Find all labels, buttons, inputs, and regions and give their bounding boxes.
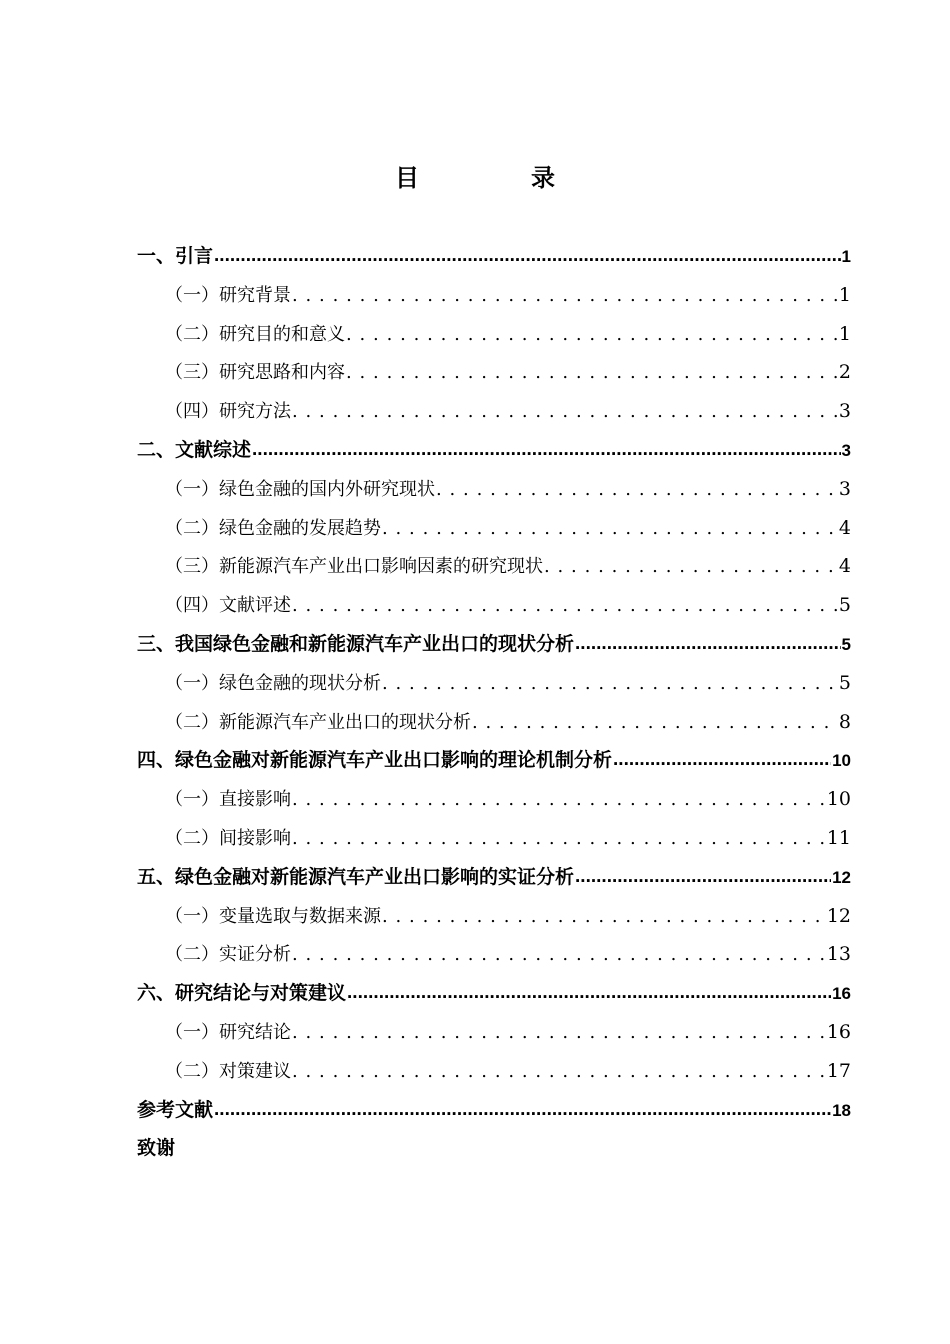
toc-dot-leader — [575, 625, 841, 664]
toc-chapter-entry[interactable] — [137, 974, 851, 1013]
toc-entry-label: （二）实证分析 — [165, 944, 291, 966]
toc-page-number: 13 — [826, 943, 851, 966]
toc-chapter-entry[interactable] — [137, 741, 851, 780]
toc-entry-label: 二、文献综述 — [137, 438, 252, 461]
toc-section-entry[interactable] — [137, 1052, 851, 1091]
toc-section-entry[interactable] — [137, 703, 851, 742]
toc-page-number: 12 — [832, 867, 851, 887]
toc-dot-leader — [346, 316, 838, 355]
toc-dot-leader — [292, 393, 838, 432]
toc-dot-leader — [347, 974, 831, 1013]
toc-entry-label: （一）研究结论 — [165, 1021, 291, 1043]
toc-section-entry[interactable] — [137, 819, 851, 858]
toc-dot-leader — [292, 1053, 826, 1092]
toc-dot-leader — [292, 1014, 826, 1053]
toc-entry-label: 一、引言 — [137, 245, 214, 267]
toc-dot-leader — [214, 237, 841, 276]
toc-page-number: 10 — [832, 751, 851, 771]
toc-dot-leader — [472, 704, 838, 743]
toc-chapter-entry[interactable] — [137, 237, 851, 276]
toc-page-number: 16 — [826, 1020, 851, 1043]
toc-entry-label: （一）绿色金融的现状分析 — [165, 672, 381, 694]
toc-dot-leader — [575, 858, 831, 897]
toc-entry-label: （二）研究目的和意义 — [165, 323, 345, 345]
toc-page-number: 4 — [838, 555, 851, 578]
toc-entry-label: 参考文献 — [137, 1098, 214, 1121]
toc-entry-label: （二）绿色金融的发展趋势 — [165, 517, 381, 539]
toc-entry-label: （一）变量选取与数据来源 — [165, 905, 381, 927]
toc-page-number: 16 — [832, 984, 851, 1004]
toc-entry-label: 六、研究结论与对策建议 — [137, 982, 347, 1005]
toc-entry-label: 三、我国绿色金融和新能源汽车产业出口的现状分析 — [137, 632, 575, 655]
toc-dot-leader — [292, 781, 826, 820]
toc-chapter-entry[interactable] — [137, 858, 851, 897]
toc-page-number: 4 — [838, 516, 851, 539]
page-title: 目 录 — [395, 164, 599, 192]
toc-chapter-entry[interactable] — [137, 431, 851, 470]
toc-dot-leader — [292, 820, 826, 859]
toc-dot-leader — [613, 741, 831, 780]
toc-entry-label: （三）研究思路和内容 — [165, 362, 345, 384]
toc-entry-label: （一）研究背景 — [165, 284, 291, 306]
toc-section-entry[interactable] — [137, 276, 851, 315]
toc-dot-leader — [292, 936, 826, 975]
toc-page-number: 2 — [838, 361, 851, 384]
toc-entry-label: （一）绿色金融的国内外研究现状 — [165, 478, 435, 500]
toc-page-number: 17 — [826, 1059, 851, 1082]
toc-section-entry[interactable] — [137, 935, 851, 974]
toc-section-entry[interactable] — [137, 470, 851, 509]
toc-page-number: 1 — [841, 247, 851, 266]
toc-section-entry[interactable] — [137, 392, 851, 431]
toc-section-entry[interactable] — [137, 780, 851, 819]
toc-page-number: 18 — [832, 1100, 851, 1120]
toc-dot-leader — [214, 1091, 831, 1130]
toc-chapter-entry[interactable] — [137, 625, 851, 664]
toc-entry-label: （四）文献评述 — [165, 595, 291, 617]
toc-page-number: 10 — [826, 788, 851, 811]
toc-section-entry[interactable] — [137, 897, 851, 936]
toc-dot-leader — [544, 548, 838, 587]
toc-dot-leader — [292, 277, 838, 316]
toc-dot-leader — [382, 898, 826, 937]
toc-entry-label: （二）对策建议 — [165, 1060, 291, 1082]
toc-section-entry[interactable] — [137, 353, 851, 392]
toc-page-number: 3 — [838, 400, 851, 423]
toc-section-entry[interactable] — [137, 664, 851, 703]
table-of-contents — [137, 237, 851, 1168]
toc-page-number: 12 — [826, 904, 851, 927]
toc-dot-leader — [252, 431, 841, 470]
toc-entry-label: （二）间接影响 — [165, 827, 291, 849]
toc-entry-label: （二）新能源汽车产业出口的现状分析 — [165, 711, 471, 733]
toc-page-number: 5 — [838, 594, 851, 617]
toc-section-entry[interactable] — [137, 315, 851, 354]
toc-dot-leader — [346, 354, 838, 393]
toc-section-entry[interactable] — [137, 586, 851, 625]
toc-dot-leader — [382, 510, 838, 549]
toc-page-number: 3 — [838, 477, 851, 500]
toc-page-number: 5 — [841, 634, 851, 654]
toc-section-entry[interactable] — [137, 509, 851, 548]
toc-chapter-entry[interactable] — [137, 1129, 851, 1168]
toc-section-entry[interactable] — [137, 1013, 851, 1052]
toc-entry-label: 致谢 — [137, 1137, 176, 1160]
toc-page-number: 3 — [841, 440, 851, 460]
toc-entry-label: 四、绿色金融对新能源汽车产业出口影响的理论机制分析 — [137, 749, 613, 772]
toc-page-number: 11 — [826, 826, 851, 849]
toc-entry-label: （四）研究方法 — [165, 401, 291, 423]
toc-entry-label: （一）直接影响 — [165, 789, 291, 811]
toc-page-number: 5 — [838, 671, 851, 694]
toc-page-number: 1 — [838, 283, 851, 306]
toc-dot-leader — [382, 665, 838, 704]
toc-chapter-entry[interactable] — [137, 1091, 851, 1130]
toc-entry-label: 五、绿色金融对新能源汽车产业出口影响的实证分析 — [137, 865, 575, 888]
toc-dot-leader — [292, 587, 838, 626]
toc-dot-leader — [436, 471, 838, 510]
toc-page-number: 8 — [838, 710, 851, 733]
toc-entry-label: （三）新能源汽车产业出口影响因素的研究现状 — [165, 556, 543, 578]
toc-section-entry[interactable] — [137, 547, 851, 586]
toc-page-number: 1 — [838, 322, 851, 345]
